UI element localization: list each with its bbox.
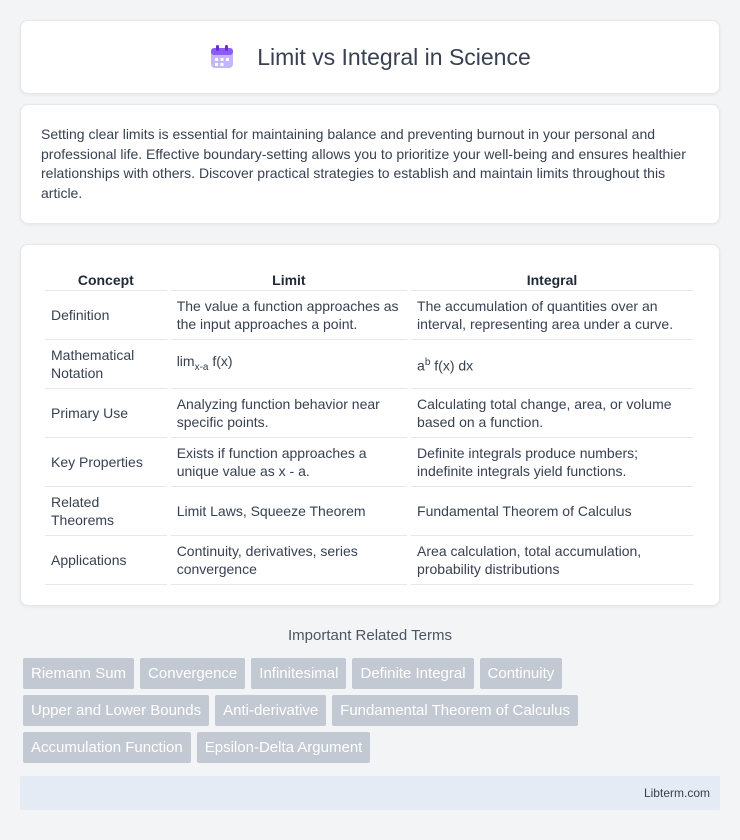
integral-notation-tail: f(x) dx: [430, 357, 474, 374]
table-header-row: [45, 267, 693, 291]
footer: [20, 776, 720, 810]
integral-notation-cell: [411, 340, 693, 389]
related-terms-heading: Important Related Terms: [288, 627, 452, 644]
concept-cell: Primary Use: [45, 389, 167, 438]
tag-row: [23, 695, 723, 726]
integral-cell: Definite integrals produce numbers; indefinite integrals yield functions.: [411, 438, 693, 487]
table-row: [45, 438, 693, 487]
comparison-table: [41, 267, 697, 585]
limit-notation-cell: [171, 340, 407, 389]
tag-accumulation-function[interactable]: Accumulation Function: [23, 732, 191, 763]
integral-cell: Calculating total change, area, or volume based on a function.: [411, 389, 693, 438]
limit-notation-tail: f(x): [208, 352, 233, 369]
tag-upper-lower-bounds[interactable]: Upper and Lower Bounds: [23, 695, 209, 726]
table-row: [45, 389, 693, 438]
limit-notation-main: lim: [176, 352, 195, 369]
table-row: [45, 340, 693, 389]
intro-card: [20, 104, 720, 224]
limit-cell: Continuity, derivatives, series convergence: [171, 536, 407, 585]
page-title: Limit vs Integral in Science: [257, 43, 531, 70]
integral-cell: The accumulation of quantities over an interval, representing area under a curve.: [411, 291, 693, 340]
tag-anti-derivative[interactable]: Anti-derivative: [215, 695, 326, 726]
tag-definite-integral[interactable]: Definite Integral: [352, 658, 473, 689]
comparison-table-card: [20, 244, 720, 606]
integral-cell: Fundamental Theorem of Calculus: [411, 487, 693, 536]
column-header-integral: Integral: [411, 267, 693, 291]
column-header-concept: Concept: [45, 267, 167, 291]
table-row: [45, 291, 693, 340]
tag-epsilon-delta[interactable]: Epsilon-Delta Argument: [197, 732, 371, 763]
limit-cell: Analyzing function behavior near specific points.: [171, 389, 407, 438]
intro-text: Setting clear limits is essential for maintaining balance and preventing burnout in your personal and professional life. Effective boundary-setting allows you to prioritize your well-being and ensures healthier relationships with others. Discover practical strategies to establish and maintain limits throughout this article.: [41, 126, 686, 201]
limit-cell: Exists if function approaches a unique value as x - a.: [171, 438, 407, 487]
integral-cell: Area calculation, total accumulation, probability distributions: [411, 536, 693, 585]
tag-continuity[interactable]: Continuity: [480, 658, 563, 689]
integral-notation-main: a: [417, 357, 425, 374]
limit-cell: Limit Laws, Squeeze Theorem: [171, 487, 407, 536]
calendar-icon: [209, 44, 235, 70]
column-header-limit: Limit: [171, 267, 407, 291]
tag-infinitesimal[interactable]: Infinitesimal: [251, 658, 346, 689]
footer-site-link[interactable]: Libterm.com: [643, 786, 710, 800]
tag-row: [23, 658, 723, 689]
tag-convergence[interactable]: Convergence: [140, 658, 245, 689]
tag-riemann-sum[interactable]: Riemann Sum: [23, 658, 134, 689]
tag-fundamental-theorem[interactable]: Fundamental Theorem of Calculus: [332, 695, 578, 726]
table-row: [45, 536, 693, 585]
tag-row: [23, 732, 723, 763]
integral-notation-superscript: b: [424, 356, 431, 368]
concept-cell: Definition: [45, 291, 167, 340]
related-terms-list: [23, 658, 723, 769]
concept-cell: Applications: [45, 536, 167, 585]
table-row: [45, 487, 693, 536]
limit-notation-subscript: x-a: [194, 361, 209, 373]
limit-cell: The value a function approaches as the input approaches a point.: [171, 291, 407, 340]
concept-cell: Mathematical Notation: [45, 340, 167, 389]
concept-cell: Key Properties: [45, 438, 167, 487]
title-card: [20, 20, 720, 94]
concept-cell: Related Theorems: [45, 487, 167, 536]
